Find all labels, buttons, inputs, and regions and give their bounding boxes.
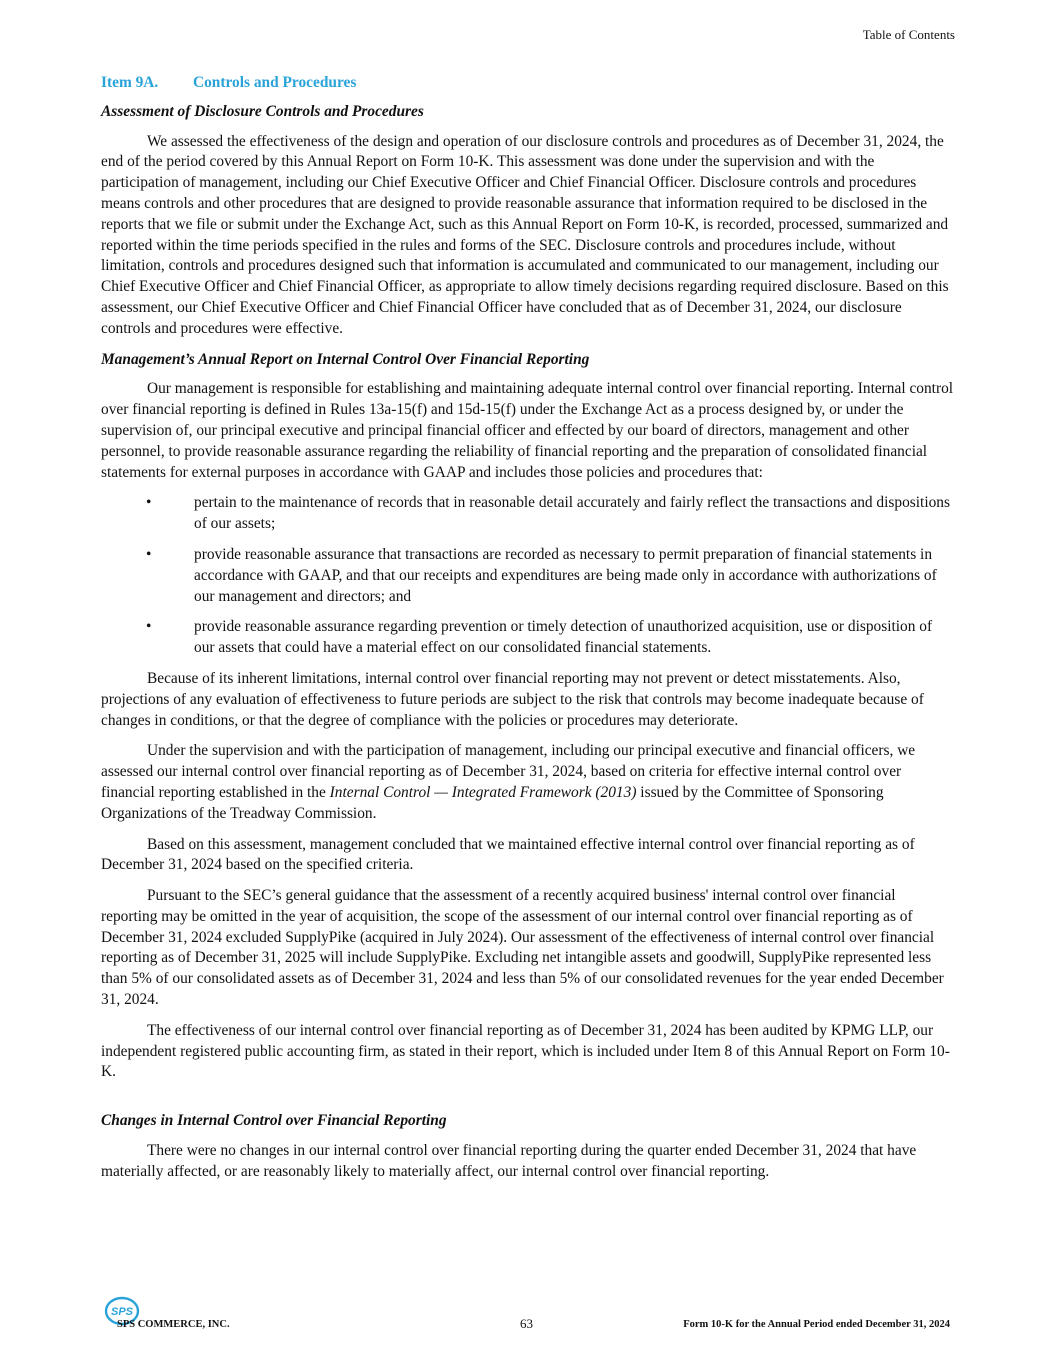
document-body	[101, 73, 954, 1193]
section-heading-disclosure-controls: Assessment of Disclosure Controls and Procedures	[101, 102, 424, 120]
paragraph-acquisition-exclusion: Pursuant to the SEC’s general guidance that the assessment of a recently acquired business' internal control over financial reporting may be omitted in the year of acquisition, the scope of the assessment of our internal control over financial reporting as of December 31, 2024 excluded SupplyPike (acquired in July 2024). Our assessment of the effectiveness of internal control over financial reporting as of December 31, 2025 will include SupplyPike. Excluding net intangible assets and goodwill, SupplyPike represented less than 5% of our consolidated assets as of December 31, 2024 and less than 5% of our consolidated revenues for the year ended December 31, 2024.	[101, 887, 944, 1009]
item-heading	[101, 73, 954, 94]
table-of-contents-link[interactable]: Table of Contents	[862, 27, 955, 42]
list-item	[101, 617, 954, 659]
paragraph-changes: There were no changes in our internal control over financial reporting during the quarter ended December 31, 2024 that have materially affected, or are reasonably likely to materially affect, our internal control over financial reporting.	[101, 1142, 917, 1180]
list-item-text: provide reasonable assurance regarding prevention or timely detection of unauthorized acquisition, use or disposition of our assets that could have a material effect on our consolidated financial statements.	[194, 618, 933, 657]
bullet-icon: •	[146, 494, 152, 512]
framework-title: Internal Control — Integrated Framework (2013)	[329, 783, 637, 801]
list-item-text: pertain to the maintenance of records that in reasonable detail accurately and fairly reflect the transactions and dispositions of our assets;	[194, 494, 950, 533]
section-heading-management-report: Management’s Annual Report on Internal Control Over Financial Reporting	[101, 350, 590, 368]
paragraph-assessment-criteria	[101, 741, 954, 824]
footer-form-title: Form 10-K for the Annual Period ended December 31, 2024	[683, 1319, 950, 1330]
paragraph-limitations: Because of its inherent limitations, internal control over financial reporting may not prevent or detect misstatements. Also, projections of any evaluation of effectiveness to future periods are subject to the risk that controls may become inadequate because of changes in conditions, or that the degree of compliance with the policies or procedures may deteriorate.	[101, 669, 924, 729]
bullet-icon: •	[146, 618, 152, 636]
list-item	[101, 545, 954, 607]
paragraph-audit: The effectiveness of our internal control over financial reporting as of December 31, 2024 has been audited by KPMG LLP, our independent registered public accounting firm, as stated in their report, which is included under Item 8 of this Annual Report on Form 10-K.	[101, 1021, 950, 1081]
item-title: Controls and Procedures	[193, 74, 357, 91]
section-spacer	[101, 1093, 954, 1111]
list-item	[101, 493, 954, 535]
logo-text: SPS	[110, 1306, 134, 1318]
bullet-icon: •	[146, 545, 152, 563]
section-heading-changes: Changes in Internal Control over Financial Reporting	[101, 1112, 447, 1130]
footer-company-name: SPS COMMERCE, INC.	[117, 1319, 230, 1330]
paragraph-conclusion: Based on this assessment, management concluded that we maintained effective internal control over financial reporting as of December 31, 2024 based on the specified criteria.	[101, 835, 915, 874]
paragraph-management-intro: Our management is responsible for establishing and maintaining adequate internal control over financial reporting. Internal control over financial reporting is defined in Rules 13a-15(f) and 15d-15(f) under the Exchange Act as a process designed by, or under the supervision of, our principal executive and principal financial officer and effected by our board of directors, management and other personnel, to provide reasonable assurance regarding the reliability of financial reporting and the preparation of consolidated financial statements for external purposes in accordance with GAAP and includes those policies and procedures that:	[101, 380, 954, 481]
page-number: 63	[520, 1316, 533, 1331]
item-number: Item 9A.	[101, 74, 159, 91]
assessment-text-before: Under the supervision and with the participation of management, including our principal executive and financial officers, we assessed our internal control over financial reporting as of December 31, 2024, based on criteria for effective internal control over financial reporting established in the	[101, 742, 916, 801]
policy-bullet-list	[101, 493, 954, 659]
page-footer	[104, 1295, 954, 1335]
list-item-text: provide reasonable assurance that transactions are recorded as necessary to permit preparation of financial statements in accordance with GAAP, and that our receipts and expenditures are being made only in accordance with authorizations of our management and directors; and	[194, 545, 937, 605]
paragraph-disclosure-assessment: We assessed the effectiveness of the design and operation of our disclosure controls and procedures as of December 31, 2024, the end of the period covered by this Annual Report on Form 10-K. This assessment was done under the supervision and with the participation of management, including our Chief Executive Officer and Chief Financial Officer. Disclosure controls and procedures means controls and other procedures that are designed to provide reasonable assurance that information required to be disclosed in the reports that we file or submit under the Exchange Act, such as this Annual Report on Form 10-K, is recorded, processed, summarized and reported within the time periods specified in the rules and forms of the SEC. Disclosure controls and procedures include, without limitation, controls and procedures designed such that information is accumulated and communicated to our management, including our Chief Executive Officer and Chief Financial Officer, as appropriate to allow timely decisions regarding required disclosure. Based on this assessment, our Chief Executive Officer and Chief Financial Officer have concluded that as of December 31, 2024, our disclosure controls and procedures were effective.	[101, 132, 949, 337]
assessment-text-after: issued by the Committee of Sponsoring Organizations of the Treadway Commission.	[101, 783, 884, 822]
